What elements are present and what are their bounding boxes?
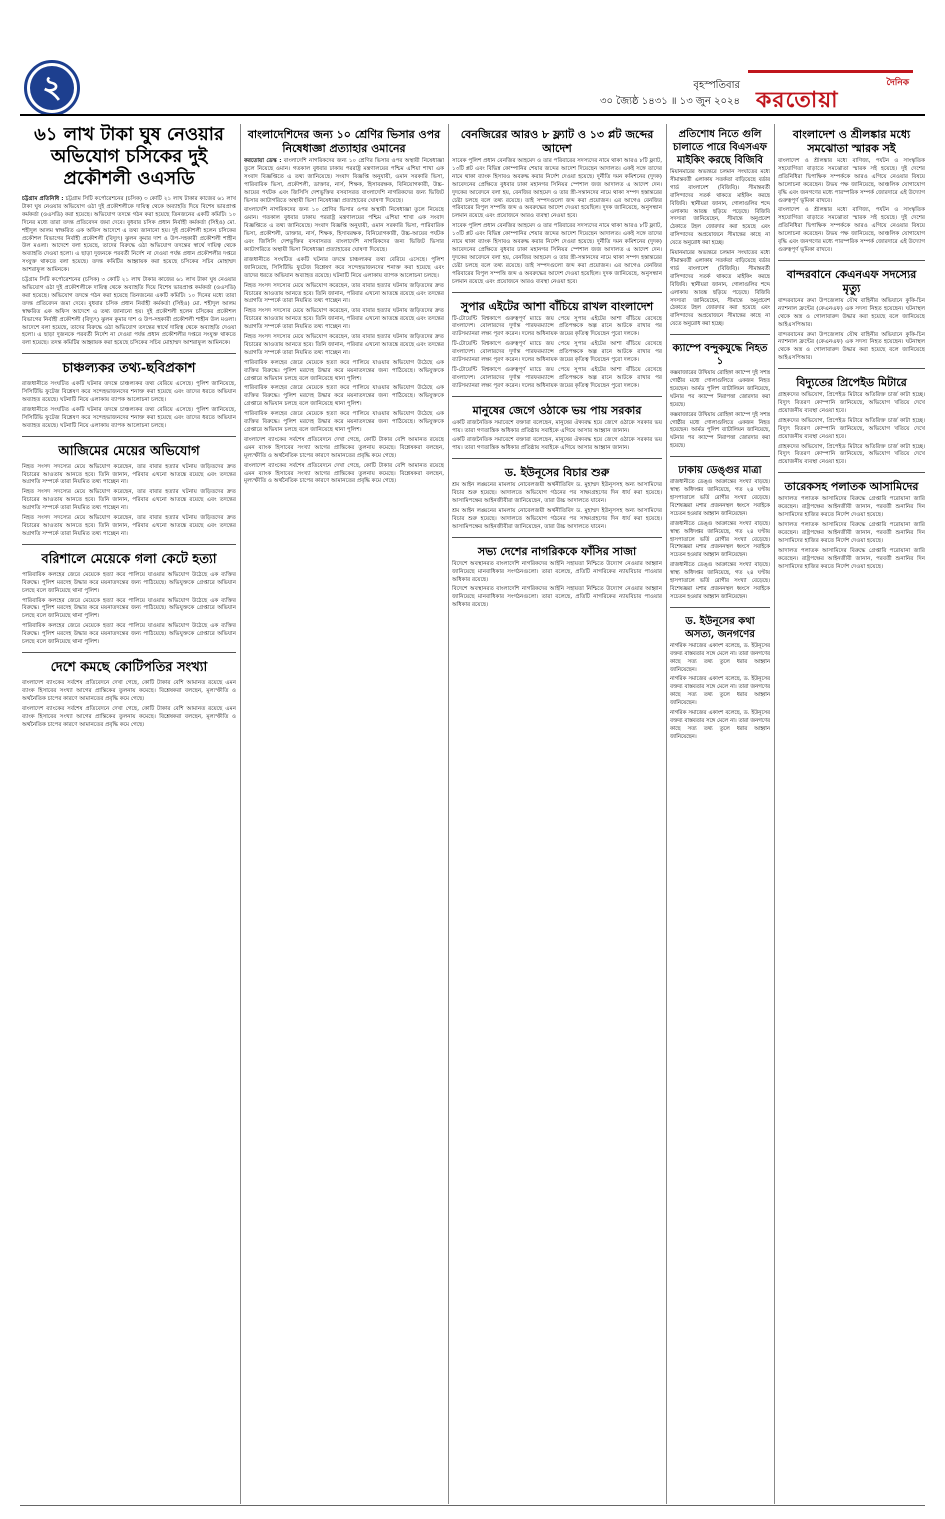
dateline-visa: করতোয়া ডেস্ক : [244,158,282,164]
headline-yunus2: ড. ইউনূসের কথা অসত্য, জনগণের [685,615,755,640]
column-4 [670,124,770,1504]
story-tarek [778,472,925,571]
headline-yunus: ড. ইউনূসের বিচার শুরু [504,466,610,480]
story-dhaka [670,456,770,602]
column-2 [244,124,444,1504]
body-barisal-2: পারিবারিক কলহের জেরে মেয়েকে হত্যা করে পালিয়ে যাওয়ার অভিযোগ উঠেছে এক ব্যক্তির বিরুদ্ধে। পুলিশ মরদেহ উদ্ধার করে ময়নাতদন্তের জন্য পাঠিয়েছে। অভিযুক্তকে গ্রেপ্তারে অভিযান চলছে বলে জানিয়েছে থানা পুলিশ। [22,597,236,620]
headline-ajim: আজিমের মেয়ের অভিযোগ [58,443,200,459]
body-visa-2: বাংলাদেশি নাগরিকদের জন্য ১০ শ্রেণির ভিসার ওপর অস্থায়ী নিষেধাজ্ঞা তুলে নিয়েছে ওমান। গতকাল বুধবার ঢাকায় পররাষ্ট্র মন্ত্রণালয়ের পশ্চিম এশিয়া শাখা এক সংবাদ বিজ্ঞপ্তিতে এ তথ্য জানিয়েছে। সংবাদ বিজ্ঞপ্তি অনুযায়ী, ওমান সরকারি ভিসা, পারিবারিক ভিসা, প্রকৌশলী, ডাক্তার, নার্স, শিক্ষক, হিসাবরক্ষক, বিনিয়োগকারী, উচ্চ-আয়ের পর্যটক এবং জিসিসি দেশভুক্তির বসবাসরত বাংলাদেশি নাগরিকদের জন্য ভিজিট ভিসার ক্যাটাগরিতে অস্থায়ী ভিসা নিষেধাজ্ঞা প্রত্যাহারের ঘোষণা দিয়েছে। [244,207,444,253]
body-visa: করতোয়া ডেস্ক : বাংলাদেশি নাগরিকদের জন্য ১০ শ্রেণির ভিসার ওপর অস্থায়ী নিষেধাজ্ঞা তুলে নিয়েছে ওমান। গতকাল বুধবার ঢাকায় পররাষ্ট্র মন্ত্রণালয়ের পশ্চিম এশিয়া শাখা এক সংবাদ বিজ্ঞপ্তিতে এ তথ্য জানিয়েছে। সংবাদ বিজ্ঞপ্তি অনুযায়ী, ওমান সরকারি ভিসা, পারিবারিক ভিসা, প্রকৌশলী, ডাক্তার, নার্স, শিক্ষক, হিসাবরক্ষক, বিনিয়োগকারী, উচ্চ-আয়ের পর্যটক এবং জিসিসি দেশভুক্তির বসবাসরত বাংলাদেশি নাগরিকদের জন্য ভিজিট ভিসার ক্যাটাগরিতে অস্থায়ী ভিসা নিষেধাজ্ঞা প্রত্যাহারের ঘোষণা দিয়েছে। [244,158,444,204]
body-benazir: সাবেক পুলিশ প্রধান বেনজির আহমেদ ও তার পরিবারের সদস্যদের নামে থাকা আরও ৮টি ফ্ল্যাট, ১৩টি প্লট এবং বিভিন্ন কোম্পানির শেয়ার জব্দের আদেশ দিয়েছেন আদালত। একই সঙ্গে তাদের নামে থাকা ব্যাংক হিসাবও অবরুদ্ধ করার নির্দেশ দেওয়া হয়েছে। দুর্নীতি দমন কমিশনের (দুদক) আবেদনের প্রেক্ষিতে বুধবার ঢাকা মহানগর সিনিয়র স্পেশাল জজ আদালত এ আদেশ দেন। দুদকের আবেদনে বলা হয়, বেনজির আহমেদ ও তার স্ত্রী-সন্তানদের নামে থাকা সম্পদ হস্তান্তরের চেষ্টা চলছে বলে তথ্য রয়েছে। তাই সম্পদগুলো জব্দ করা প্রয়োজন। এর আগেও বেনজির পরিবারের বিপুল সম্পত্তি জব্দ ও অবরুদ্ধের আদেশ দেওয়া হয়েছিল। দুদক জানিয়েছে, অনুসন্ধান চলমান রয়েছে এবং প্রয়োজনে আরও ব্যবস্থা নেওয়া হবে। [452,158,662,220]
story-super [452,292,662,391]
dateline-chittagong: চট্টগ্রাম প্রতিনিধি : [22,196,64,202]
headline-bgb: প্রতিশোধ নিতে গুলি চালাতে পারে বিএসএফ মাইকিং করছে বিজিবি [673,129,767,166]
column-1 [22,124,236,1504]
body-bgb-2: মিয়ানমারের অভ্যন্তরে চলমান সংঘাতের মধ্যে সীমান্তবর্তী এলাকায় সতর্কতা বাড়িয়েছে বর্ডার গার্ড বাংলাদেশ (বিজিবি)। সীমান্তবর্তী বাসিন্দাদের সতর্ক থাকতে মাইকিং করছে বিজিবি। স্থানীয়রা জানান, গোলাগুলির শব্দে এলাকায় আতঙ্ক ছড়িয়ে পড়েছে। বিজিবি সদস্যরা জানিয়েছেন, সীমান্তে অনুপ্রবেশ ঠেকাতে টহল জোরদার করা হয়েছে এবং বাসিন্দাদের অপ্রয়োজনে সীমান্তের কাছে না যেতে অনুরোধ করা হচ্ছে। [670,250,770,328]
body-lanka: বাংলাদেশ ও শ্রীলঙ্কার মধ্যে বাণিজ্য, পর্যটন ও সাংস্কৃতিক সহযোগিতা বাড়াতে সমঝোতা স্মারক সই হয়েছে। দুই দেশের প্রতিনিধিরা দ্বিপাক্ষিক সম্পর্ককে আরও এগিয়ে নেওয়ার বিষয়ে আলোচনা করেছেন। উভয় পক্ষ জানিয়েছে, আঞ্চলিক যোগাযোগ বৃদ্ধি এবং জনগণের মধ্যে পারস্পরিক সম্পর্ক জোরদারে এই উদ্যোগ গুরুত্বপূর্ণ ভূমিকা রাখবে। [778,158,925,204]
body-camp-2: কক্সবাজারের উখিয়ায় রোহিঙ্গা ক্যাম্পে দুই সশস্ত্র গোষ্ঠীর মধ্যে গোলাগুলিতে একজন নিহত হয়েছেন। আর্মড পুলিশ ব্যাটালিয়ন জানিয়েছে, ঘটনার পর ক্যাম্পে নিরাপত্তা জোরদার করা হয়েছে। [670,411,770,450]
story-ajim [22,436,236,539]
column-3 [452,124,662,1504]
story-bidyut [778,368,925,467]
headline-bidyut: বিদ্যুতের প্রিপেইড মিটারে [796,376,907,390]
story-sobhyo [452,537,662,610]
body-bidyut-3: গ্রাহকদের অভিযোগ, প্রিপেইড মিটারে অতিরিক্ত চার্জ কাটা হচ্ছে। বিদ্যুৎ বিতরণ কোম্পানি জানিয়েছে, অভিযোগ খতিয়ে দেখে প্রয়োজনীয় ব্যবস্থা নেওয়া হবে। [778,443,925,466]
body-ajim-3: নিহত সংসদ সদস্যের মেয়ে অভিযোগ করেছেন, তার বাবার হত্যার ঘটনায় জড়িতদের দ্রুত বিচারের আওতায় আনতে হবে। তিনি জানান, পরিবার এখনো আতঙ্কে রয়েছে এবং তদন্তের অগ্রগতি সম্পর্কে তারা নিয়মিত তথ্য পাচ্ছেন না। [22,515,236,537]
body-dhaka-3: রাজধানীতে ডেঙ্গু আক্রান্তের সংখ্যা বাড়ছে। স্বাস্থ্য অধিদপ্তর জানিয়েছে, গত ২৪ ঘণ্টায় হাসপাতালে ভর্তি রোগীর সংখ্যা বেড়েছে। বিশেষজ্ঞরা মশার প্রজননস্থল ধ্বংসে সবাইকে সচেতন হওয়ার আহ্বান জানিয়েছেন। [670,562,770,600]
body-ajim-cont-3: নিহত সংসদ সদস্যের মেয়ে অভিযোগ করেছেন, তার বাবার হত্যার ঘটনায় জড়িতদের দ্রুত বিচারের আওতায় আনতে হবে। তিনি জানান, পরিবার এখনো আতঙ্কে রয়েছে এবং তদন্তের অগ্রগতি সম্পর্কে তারা নিয়মিত তথ্য পাচ্ছেন না। [244,334,444,356]
body-lanka-2: বাংলাদেশ ও শ্রীলঙ্কার মধ্যে বাণিজ্য, পর্যটন ও সাংস্কৃতিক সহযোগিতা বাড়াতে সমঝোতা স্মারক সই হয়েছে। দুই দেশের প্রতিনিধিরা দ্বিপাক্ষিক সম্পর্ককে আরও এগিয়ে নেওয়ার বিষয়ে আলোচনা করেছেন। উভয় পক্ষ জানিয়েছে, আঞ্চলিক যোগাযোগ বৃদ্ধি এবং জনগণের মধ্যে পারস্পরিক সম্পর্ক জোরদারে এই উদ্যোগ গুরুত্বপূর্ণ ভূমিকা রাখবে। [778,207,925,253]
body-ajim: নিহত সংসদ সদস্যের মেয়ে অভিযোগ করেছেন, তার বাবার হত্যার ঘটনায় জড়িতদের দ্রুত বিচারের আওতায় আনতে হবে। তিনি জানান, পরিবার এখনো আতঙ্কে রয়েছে এবং তদন্তের অগ্রগতি সম্পর্কে তারা নিয়মিত তথ্য পাচ্ছেন না। [22,463,236,486]
story-yunus [452,458,662,531]
body-barisal-cont-3: পারিবারিক কলহের জেরে মেয়েকে হত্যা করে পালিয়ে যাওয়ার অভিযোগ উঠেছে এক ব্যক্তির বিরুদ্ধে। পুলিশ মরদেহ উদ্ধার করে ময়নাতদন্তের জন্য পাঠিয়েছে। অভিযুক্তকে গ্রেপ্তারে অভিযান চলছে বলে জানিয়েছে থানা পুলিশ। [244,411,444,433]
body-bidyut-2: গ্রাহকদের অভিযোগ, প্রিপেইড মিটারে অতিরিক্ত চার্জ কাটা হচ্ছে। বিদ্যুৎ বিতরণ কোম্পানি জানিয়েছে, অভিযোগ খতিয়ে দেখে প্রয়োজনীয় ব্যবস্থা নেওয়া হবে। [778,417,925,440]
body-sobhyo: বিদেশে অবস্থানরত বাংলাদেশি নাগরিকদের আইনি সহায়তা নিশ্চিতে উদ্যোগ নেওয়ার আহ্বান জানিয়েছে মানবাধিকার সংগঠনগুলো। তারা বলেছে, প্রতিটি নাগরিকের ন্যায়বিচার পাওয়ার অধিকার রয়েছে। [452,560,662,583]
headline-khagrachhari: বান্দরবানে কেএনএফ সদস্যের মৃত্যু [786,267,917,295]
body-sobhyo-2: বিদেশে অবস্থানরত বাংলাদেশি নাগরিকদের আইনি সহায়তা নিশ্চিতে উদ্যোগ নেওয়ার আহ্বান জানিয়েছে মানবাধিকার সংগঠনগুলো। তারা বলেছে, প্রতিটি নাগরিকের ন্যায়বিচার পাওয়ার অধিকার রয়েছে। [452,586,662,609]
story-manush [452,396,662,454]
headline-camp: ক্যাম্পে বন্দুকযুদ্ধে নিহত ১ [672,343,768,368]
body-chittagong: চট্টগ্রাম প্রতিনিধি : চট্টগ্রাম সিটি কর্পোরেশনের (চসিক) ৩ কোটি ২১ লাখ টাকার কাজের ৬১ লাখ টাকা ঘুষ নেওয়ার অভিযোগ ওঠা দুই প্রকৌশলীকে দায়িত্ব থেকে অব্যাহতি দিয়ে বিশেষ ভারপ্রাপ্ত কর্মকর্তা (ওএসডি) করা হয়েছে। অভিযোগ তদন্তে গঠন করা হয়েছে তিনজনের একটি কমিটি। ১০ দিনের মধ্যে তারা তদন্ত প্রতিবেদন জমা দেবে। বুধবার চসিক প্রধান নির্বাহী কর্মকর্তা (সিইও) মো. শহীদুল আলম স্বাক্ষরিত এক অফিস আদেশে এ তথ্য জানানো হয়। দুই প্রকৌশলী হলেন চসিকের প্রকৌশল বিভাগের নির্বাহী প্রকৌশলী (বিদ্যুৎ) ঝুলন কুমার দাশ ও উপ-সহকারী প্রকৌশলী শাহীন উল মওলা। আদেশে বলা হয়েছে, তাদের বিরুদ্ধে ওঠা অভিযোগ তদন্তের স্বার্থে দায়িত্ব থেকে অব্যাহতি দেওয়া হলো। এ ছাড়া দুজনকে পরবর্তী নির্দেশ না দেওয়া পর্যন্ত প্রধান প্রকৌশলীর দপ্তরে সংযুক্ত থাকতে বলা হয়েছে। তদন্ত কমিটির আহ্বায়ক করা হয়েছে চসিকের সচিব মোহাম্মদ আশরাফুল আমিনকে। [22,196,236,274]
body-yunus: শ্রম আইন লঙ্ঘনের মামলায় নোবেলজয়ী অর্থনীতিবিদ ড. মুহাম্মদ ইউনূসসহ অন্য আসামিদের বিচার শুরু হয়েছে। আদালতে অভিযোগ গঠনের পর সাক্ষ্যগ্রহণের দিন ধার্য করা হয়েছে। আসামিপক্ষের আইনজীবীরা জানিয়েছেন, তারা উচ্চ আদালতে যাবেন। [452,482,662,505]
body-khagrachhari-2: বান্দরবানের রুমা উপজেলায় যৌথ বাহিনীর অভিযানে কুকি-চিন ন্যাশনাল ফ্রন্টের (কেএনএফ) এক সদস্য নিহত হয়েছেন। ঘটনাস্থল থেকে অস্ত্র ও গোলাবারুদ উদ্ধার করা হয়েছে বলে জানিয়েছে আইএসপিআর। [778,331,925,362]
date-label: ৩০ জ্যৈষ্ঠ ১৪৩১ ॥ ১৩ জুন ২০২৪ [599,96,740,107]
column-divider-3 [666,124,667,1504]
body-yunus2: নাগরিক সমাজের একাংশ বলেছে, ড. ইউনূসের বক্তব্য বাস্তবতার সঙ্গে মেলে না। তারা জনগণের কাছে সত্য তথ্য তুলে ধরার আহ্বান জানিয়েছেন। [670,642,770,673]
day-label: বৃহস্পতিবার [693,80,740,91]
body-bgb: মিয়ানমারের অভ্যন্তরে চলমান সংঘাতের মধ্যে সীমান্তবর্তী এলাকায় সতর্কতা বাড়িয়েছে বর্ডার গার্ড বাংলাদেশ (বিজিবি)। সীমান্তবর্তী বাসিন্দাদের সতর্ক থাকতে মাইকিং করছে বিজিবি। স্থানীয়রা জানান, গোলাগুলির শব্দে এলাকায় আতঙ্ক ছড়িয়ে পড়েছে। বিজিবি সদস্যরা জানিয়েছেন, সীমান্তে অনুপ্রবেশ ঠেকাতে টহল জোরদার করা হয়েছে এবং বাসিন্দাদের অপ্রয়োজনে সীমান্তের কাছে না যেতে অনুরোধ করা হচ্ছে। [670,169,770,247]
body-super-2: টি-টোয়েন্টি বিশ্বকাপে গুরুত্বপূর্ণ ম্যাচে জয় পেয়ে সুপার এইটের আশা বাঁচিয়ে রেখেছে বাংলাদেশ। বোলারদের দুর্দান্ত পারফরম্যান্সে প্রতিপক্ষকে অল্প রানে আটকে রাখার পর ব্যাটসম্যানরা লক্ষ্য পূরণ করেন। দলের অধিনায়ক জয়ের কৃতিত্ব দিয়েছেন পুরো দলকে। [452,341,662,364]
body-chittagong-repeat: চট্টগ্রাম সিটি কর্পোরেশনের (চসিক) ৩ কোটি ২১ লাখ টাকার কাজের ৬১ লাখ টাকা ঘুষ নেওয়ার অভিযোগ ওঠা দুই প্রকৌশলীকে দায়িত্ব থেকে অব্যাহতি দিয়ে বিশেষ ভারপ্রাপ্ত কর্মকর্তা (ওএসডি) করা হয়েছে। অভিযোগ তদন্তে গঠন করা হয়েছে তিনজনের একটি কমিটি। ১০ দিনের মধ্যে তারা তদন্ত প্রতিবেদন জমা দেবে। বুধবার চসিক প্রধান নির্বাহী কর্মকর্তা (সিইও) মো. শহীদুল আলম স্বাক্ষরিত এক অফিস আদেশে এ তথ্য জানানো হয়। দুই প্রকৌশলী হলেন চসিকের প্রকৌশল বিভাগের নির্বাহী প্রকৌশলী (বিদ্যুৎ) ঝুলন কুমার দাশ ও উপ-সহকারী প্রকৌশলী শাহীন উল মওলা। আদেশে বলা হয়েছে, তাদের বিরুদ্ধে ওঠা অভিযোগ তদন্তের স্বার্থে দায়িত্ব থেকে অব্যাহতি দেওয়া হলো। এ ছাড়া দুজনকে পরবর্তী নির্দেশ না দেওয়া পর্যন্ত প্রধান প্রকৌশলীর দপ্তরে সংযুক্ত থাকতে বলা হয়েছে। তদন্ত কমিটির আহ্বায়ক করা হয়েছে চসিকের সচিব মোহাম্মদ আশরাফুল আমিনকে। [22,277,236,347]
column-divider-2 [448,124,449,1504]
body-super: টি-টোয়েন্টি বিশ্বকাপে গুরুত্বপূর্ণ ম্যাচে জয় পেয়ে সুপার এইটের আশা বাঁচিয়ে রেখেছে বাংলাদেশ। বোলারদের দুর্দান্ত পারফরম্যান্সে প্রতিপক্ষকে অল্প রানে আটকে রাখার পর ব্যাটসম্যানরা লক্ষ্য পূরণ করেন। দলের অধিনায়ক জয়ের কৃতিত্ব দিয়েছেন পুরো দলকে। [452,315,662,338]
headline-visa: বাংলাদেশিদের জন্য ১০ শ্রেণির ভিসার ওপর নিষেধাজ্ঞা প্রত্যাহার ওমানের [247,128,441,155]
body-kazi-cont: রাজধানীতে সংঘটিত একটি ঘটনার তদন্তে চাঞ্চল্যকর তথ্য বেরিয়ে এসেছে। পুলিশ জানিয়েছে, সিসিটিভি ফুটেজ বিশ্লেষণ করে সন্দেহভাজনদের শনাক্ত করা হয়েছে এবং তাদের ধরতে অভিযান অব্যাহত রয়েছে। ঘটনাটি নিয়ে এলাকায় ব্যাপক আলোচনা চলছে। [244,256,444,279]
body-manush: একটি রাজনৈতিক সমাবেশে বক্তারা বলেছেন, মানুষের ঐক্যবদ্ধ হয়ে জেগে ওঠাকে সরকার ভয় পায়। তারা গণতান্ত্রিক অধিকার প্রতিষ্ঠায় সবাইকে এগিয়ে আসার আহ্বান জানান। [452,419,662,434]
column-5 [778,124,925,1504]
story-koti [22,652,236,729]
body-koti-cont: বাংলাদেশ ব্যাংকের সর্বশেষ প্রতিবেদনে দেখা গেছে, কোটি টাকার বেশি আমানত রয়েছে এমন ব্যাংক হিসাবের সংখ্যা আগের প্রান্তিকের তুলনায় কমেছে। বিশ্লেষকরা বলছেন, মূল্যস্ফীতি ও অর্থনৈতিক চাপের কারণে আমানতের প্রবৃদ্ধি কমে গেছে। [244,436,444,459]
headline-dhaka: ঢাকায় ডেঙ্গুর মাত্রা [678,465,762,477]
story-kazi [22,353,236,430]
body-barisal: পারিবারিক কলহের জেরে মেয়েকে হত্যা করে পালিয়ে যাওয়ার অভিযোগ উঠেছে এক ব্যক্তির বিরুদ্ধে। পুলিশ মরদেহ উদ্ধার করে ময়নাতদন্তের জন্য পাঠিয়েছে। অভিযুক্তকে গ্রেপ্তারে অভিযান চলছে বলে জানিয়েছে থানা পুলিশ। [22,571,236,594]
body-koti: বাংলাদেশ ব্যাংকের সর্বশেষ প্রতিবেদনে দেখা গেছে, কোটি টাকার বেশি আমানত রয়েছে এমন ব্যাংক হিসাবের সংখ্যা আগের প্রান্তিকের তুলনায় কমেছে। বিশ্লেষকরা বলছেন, মূল্যস্ফীতি ও অর্থনৈতিক চাপের কারণে আমানতের প্রবৃদ্ধি কমে গেছে। [22,679,236,702]
body-dhaka: রাজধানীতে ডেঙ্গু আক্রান্তের সংখ্যা বাড়ছে। স্বাস্থ্য অধিদপ্তর জানিয়েছে, গত ২৪ ঘণ্টায় হাসপাতালে ভর্তি রোগীর সংখ্যা বেড়েছে। বিশেষজ্ঞরা মশার প্রজননস্থল ধ্বংসে সবাইকে সচেতন হওয়ার আহ্বান জানিয়েছেন। [670,479,770,517]
body-kazi-2: রাজধানীতে সংঘটিত একটি ঘটনার তদন্তে চাঞ্চল্যকর তথ্য বেরিয়ে এসেছে। পুলিশ জানিয়েছে, সিসিটিভি ফুটেজ বিশ্লেষণ করে সন্দেহভাজনদের শনাক্ত করা হয়েছে এবং তাদের ধরতে অভিযান অব্যাহত রয়েছে। ঘটনাটি নিয়ে এলাকায় ব্যাপক আলোচনা চলছে। [22,406,236,429]
story-khagrachhari [778,260,925,363]
masthead-rule [20,114,925,116]
body-ajim-cont-2: নিহত সংসদ সদস্যের মেয়ে অভিযোগ করেছেন, তার বাবার হত্যার ঘটনায় জড়িতদের দ্রুত বিচারের আওতায় আনতে হবে। তিনি জানান, পরিবার এখনো আতঙ্কে রয়েছে এবং তদন্তের অগ্রগতি সম্পর্কে তারা নিয়মিত তথ্য পাচ্ছেন না। [244,308,444,331]
body-ajim-2: নিহত সংসদ সদস্যের মেয়ে অভিযোগ করেছেন, তার বাবার হত্যার ঘটনায় জড়িতদের দ্রুত বিচারের আওতায় আনতে হবে। তিনি জানান, পরিবার এখনো আতঙ্কে রয়েছে এবং তদন্তের অগ্রগতি সম্পর্কে তারা নিয়মিত তথ্য পাচ্ছেন না। [22,489,236,512]
headline-super: সুপার এইটের আশা বাঁচিয়ে রাখল বাংলাদেশ [460,299,654,313]
body-tarek-2: আদালত পলাতক আসামিদের বিরুদ্ধে গ্রেপ্তারি পরোয়ানা জারি করেছেন। রাষ্ট্রপক্ষের আইনজীবী জানান, পরবর্তী শুনানির দিন আসামিদের হাজির করতে নির্দেশ দেওয়া হয়েছে। [778,522,925,544]
page-number: ২ [30,66,74,110]
newspaper-logo [748,70,913,112]
headline-benazir: বেনজিরের আরও ৮ ফ্ল্যাট ও ১৩ প্লট জব্দের আদেশ [460,128,654,155]
body-ajim-cont: নিহত সংসদ সদস্যের মেয়ে অভিযোগ করেছেন, তার বাবার হত্যার ঘটনায় জড়িতদের দ্রুত বিচারের আওতায় আনতে হবে। তিনি জানান, পরিবার এখনো আতঙ্কে রয়েছে এবং তদন্তের অগ্রগতি সম্পর্কে তারা নিয়মিত তথ্য পাচ্ছেন না। [244,282,444,305]
body-tarek: আদালত পলাতক আসামিদের বিরুদ্ধে গ্রেপ্তারি পরোয়ানা জারি করেছেন। রাষ্ট্রপক্ষের আইনজীবী জানান, পরবর্তী শুনানির দিন আসামিদের হাজির করতে নির্দেশ দেওয়া হয়েছে। [778,496,925,519]
body-camp: কক্সবাজারের উখিয়ায় রোহিঙ্গা ক্যাম্পে দুই সশস্ত্র গোষ্ঠীর মধ্যে গোলাগুলিতে একজন নিহত হয়েছেন। আর্মড পুলিশ ব্যাটালিয়ন জানিয়েছে, ঘটনার পর ক্যাম্পে নিরাপত্তা জোরদার করা হয়েছে। [670,370,770,408]
column-divider-1 [240,124,241,1504]
story-camp [670,334,770,451]
headline-tarek: তারেকসহ পলাতক আসামিদের [784,480,919,494]
headline-lanka: বাংলাদেশ ও শ্রীলঙ্কার মধ্যে সমঝোতা স্মারক সই [792,128,911,155]
body-yunus2-3: নাগরিক সমাজের একাংশ বলেছে, ড. ইউনূসের বক্তব্য বাস্তবতার সঙ্গে মেলে না। তারা জনগণের কাছে সত্য তথ্য তুলে ধরার আহ্বান জানিয়েছেন। [670,710,770,740]
body-barisal-cont-2: পারিবারিক কলহের জেরে মেয়েকে হত্যা করে পালিয়ে যাওয়ার অভিযোগ উঠেছে এক ব্যক্তির বিরুদ্ধে। পুলিশ মরদেহ উদ্ধার করে ময়নাতদন্তের জন্য পাঠিয়েছে। অভিযুক্তকে গ্রেপ্তারে অভিযান চলছে বলে জানিয়েছে থানা পুলিশ। [244,385,444,408]
body-kazi: রাজধানীতে সংঘটিত একটি ঘটনার তদন্তে চাঞ্চল্যকর তথ্য বেরিয়ে এসেছে। পুলিশ জানিয়েছে, সিসিটিভি ফুটেজ বিশ্লেষণ করে সন্দেহভাজনদের শনাক্ত করা হয়েছে এবং তাদের ধরতে অভিযান অব্যাহত রয়েছে। ঘটনাটি নিয়ে এলাকায় ব্যাপক আলোচনা চলছে। [22,381,236,404]
headline-chittagong: ৬১ লাখ টাকা ঘুষ নেওয়ার অভিযোগ চসিকের দুই প্রকৌশলী ওএসডি [34,124,224,189]
body-yunus2-2: নাগরিক সমাজের একাংশ বলেছে, ড. ইউনূসের বক্তব্য বাস্তবতার সঙ্গে মেলে না। তারা জনগণের কাছে সত্য তথ্য তুলে ধরার আহ্বান জানিয়েছেন। [670,676,770,707]
body-koti-2: বাংলাদেশ ব্যাংকের সর্বশেষ প্রতিবেদনে দেখা গেছে, কোটি টাকার বেশি আমানত রয়েছে এমন ব্যাংক হিসাবের সংখ্যা আগের প্রান্তিকের তুলনায় কমেছে। বিশ্লেষকরা বলছেন, মূল্যস্ফীতি ও অর্থনৈতিক চাপের কারণে আমানতের প্রবৃদ্ধি কমে গেছে। [22,705,236,728]
headline-barisal: বরিশালে মেয়েকে গলা কেটে হত্যা [41,551,217,567]
headline-koti: দেশে কমছে কোটিপতির সংখ্যা [50,659,208,675]
body-koti-cont-2: বাংলাদেশ ব্যাংকের সর্বশেষ প্রতিবেদনে দেখা গেছে, কোটি টাকার বেশি আমানত রয়েছে এমন ব্যাংক হিসাবের সংখ্যা আগের প্রান্তিকের তুলনায় কমেছে। বিশ্লেষকরা বলছেন, মূল্যস্ফীতি ও অর্থনৈতিক চাপের কারণে আমানতের প্রবৃদ্ধি কমে গেছে। [244,462,444,485]
body-bidyut: গ্রাহকদের অভিযোগ, প্রিপেইড মিটারে অতিরিক্ত চার্জ কাটা হচ্ছে। বিদ্যুৎ বিতরণ কোম্পানি জানিয়েছে, অভিযোগ খতিয়ে দেখে প্রয়োজনীয় ব্যবস্থা নেওয়া হবে। [778,392,925,414]
story-barisal [22,544,236,647]
body-khagrachhari: বান্দরবানের রুমা উপজেলায় যৌথ বাহিনীর অভিযানে কুকি-চিন ন্যাশনাল ফ্রন্টের (কেএনএফ) এক সদস্য নিহত হয়েছেন। ঘটনাস্থল থেকে অস্ত্র ও গোলাবারুদ উদ্ধার করা হয়েছে বলে জানিয়েছে আইএসপিআর। [778,297,925,328]
body-tarek-3: আদালত পলাতক আসামিদের বিরুদ্ধে গ্রেপ্তারি পরোয়ানা জারি করেছেন। রাষ্ট্রপক্ষের আইনজীবী জানান, পরবর্তী শুনানির দিন আসামিদের হাজির করতে নির্দেশ দেওয়া হয়েছে। [778,547,925,570]
story-yunus2 [670,607,770,742]
body-barisal-3: পারিবারিক কলহের জেরে মেয়েকে হত্যা করে পালিয়ে যাওয়ার অভিযোগ উঠেছে এক ব্যক্তির বিরুদ্ধে। পুলিশ মরদেহ উদ্ধার করে ময়নাতদন্তের জন্য পাঠিয়েছে। অভিযুক্তকে গ্রেপ্তারে অভিযান চলছে বলে জানিয়েছে থানা পুলিশ। [22,623,236,646]
body-benazir-2: সাবেক পুলিশ প্রধান বেনজির আহমেদ ও তার পরিবারের সদস্যদের নামে থাকা আরও ৮টি ফ্ল্যাট, ১৩টি প্লট এবং বিভিন্ন কোম্পানির শেয়ার জব্দের আদেশ দিয়েছেন আদালত। একই সঙ্গে তাদের নামে থাকা ব্যাংক হিসাবও অবরুদ্ধ করার নির্দেশ দেওয়া হয়েছে। দুর্নীতি দমন কমিশনের (দুদক) আবেদনের প্রেক্ষিতে বুধবার ঢাকা মহানগর সিনিয়র স্পেশাল জজ আদালত এ আদেশ দেন। দুদকের আবেদনে বলা হয়, বেনজির আহমেদ ও তার স্ত্রী-সন্তানদের নামে থাকা সম্পদ হস্তান্তরের চেষ্টা চলছে বলে তথ্য রয়েছে। তাই সম্পদগুলো জব্দ করা প্রয়োজন। এর আগেও বেনজির পরিবারের বিপুল সম্পত্তি জব্দ ও অবরুদ্ধের আদেশ দেওয়া হয়েছিল। দুদক জানিয়েছে, অনুসন্ধান চলমান রয়েছে এবং প্রয়োজনে আরও ব্যবস্থা নেওয়া হবে। [452,223,662,285]
body-manush-2: একটি রাজনৈতিক সমাবেশে বক্তারা বলেছেন, মানুষের ঐক্যবদ্ধ হয়ে জেগে ওঠাকে সরকার ভয় পায়। তারা গণতান্ত্রিক অধিকার প্রতিষ্ঠায় সবাইকে এগিয়ে আসার আহ্বান জানান। [452,437,662,452]
body-yunus-2: শ্রম আইন লঙ্ঘনের মামলায় নোবেলজয়ী অর্থনীতিবিদ ড. মুহাম্মদ ইউনূসসহ অন্য আসামিদের বিচার শুরু হয়েছে। আদালতে অভিযোগ গঠনের পর সাক্ষ্যগ্রহণের দিন ধার্য করা হয়েছে। আসামিপক্ষের আইনজীবীরা জানিয়েছেন, তারা উচ্চ আদালতে যাবেন। [452,508,662,530]
headline-sobhyo: সভ্য দেশের নাগরিককে ফাঁসির সাজা [477,544,637,558]
body-dhaka-2: রাজধানীতে ডেঙ্গু আক্রান্তের সংখ্যা বাড়ছে। স্বাস্থ্য অধিদপ্তর জানিয়েছে, গত ২৪ ঘণ্টায় হাসপাতালে ভর্তি রোগীর সংখ্যা বেড়েছে। বিশেষজ্ঞরা মশার প্রজননস্থল ধ্বংসে সবাইকে সচেতন হওয়ার আহ্বান জানিয়েছেন। [670,520,770,559]
body-super-3: টি-টোয়েন্টি বিশ্বকাপে গুরুত্বপূর্ণ ম্যাচে জয় পেয়ে সুপার এইটের আশা বাঁচিয়ে রেখেছে বাংলাদেশ। বোলারদের দুর্দান্ত পারফরম্যান্সে প্রতিপক্ষকে অল্প রানে আটকে রাখার পর ব্যাটসম্যানরা লক্ষ্য পূরণ করেন। দলের অধিনায়ক জয়ের কৃতিত্ব দিয়েছেন পুরো দলকে। [452,366,662,389]
logo-small-text: দৈনিক [886,78,909,88]
body-barisal-cont: পারিবারিক কলহের জেরে মেয়েকে হত্যা করে পালিয়ে যাওয়ার অভিযোগ উঠেছে এক ব্যক্তির বিরুদ্ধে। পুলিশ মরদেহ উদ্ধার করে ময়নাতদন্তের জন্য পাঠিয়েছে। অভিযুক্তকে গ্রেপ্তারে অভিযান চলছে বলে জানিয়েছে থানা পুলিশ। [244,359,444,382]
logo-main-text: করতোয়া [756,88,839,113]
footer-rule [20,1505,925,1506]
headline-manush: মানুষের জেগে ওঠাকে ভয় পায় সরকার [472,403,642,417]
column-divider-4 [774,124,775,1504]
headline-kazi: চাঞ্চল্যকর তথ্য-ছবিপ্রকাশ [62,361,196,377]
